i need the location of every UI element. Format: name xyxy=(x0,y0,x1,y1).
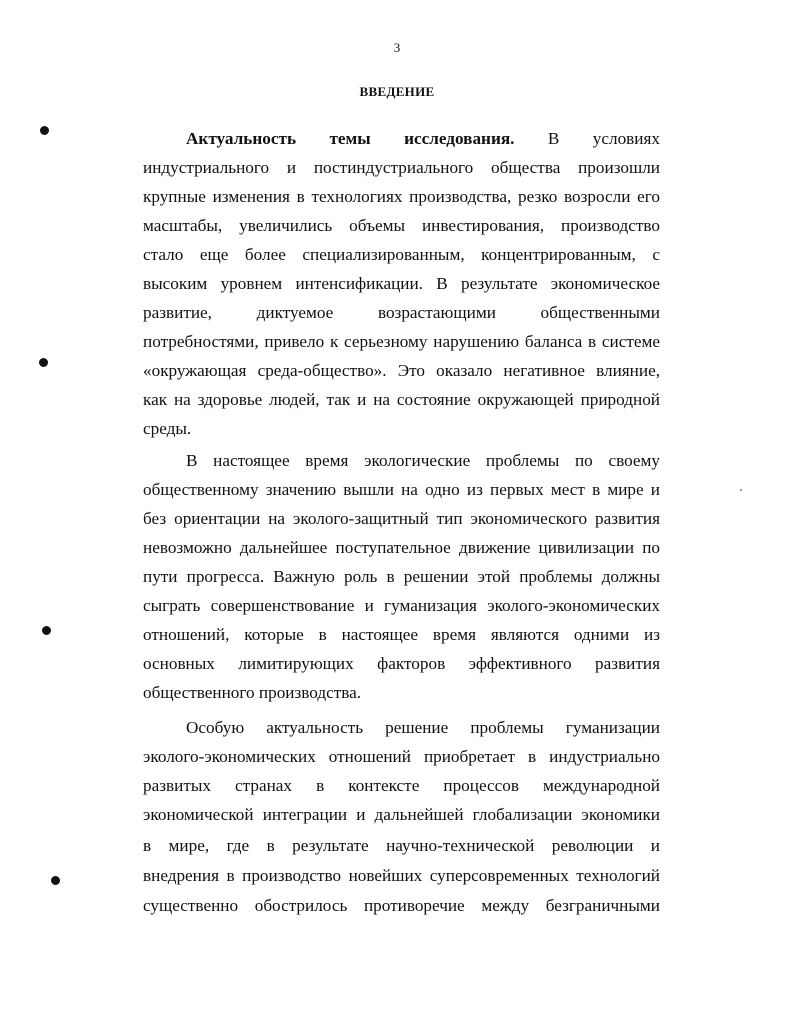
paragraph-1-line-3: крупные изменения в технологиях производства, резко возросли его xyxy=(143,187,660,206)
section-heading: ВВЕДЕНИЕ xyxy=(359,84,435,99)
binder-hole-mark xyxy=(51,876,60,885)
paragraph-3-line-1: Особую актуальность решение проблемы гуманизации xyxy=(186,718,660,737)
paragraph-1-line-10: как на здоровье людей, так и на состояние окружающей природной xyxy=(143,390,660,409)
paragraph-1-line-9: «окружающая среда-общество». Это оказало негативное влияние, xyxy=(143,361,660,380)
paragraph-1-line-7: развитие, диктуемое возрастающими общественными xyxy=(143,303,660,322)
line-text: В условиях xyxy=(547,129,660,148)
paragraph-2-line-8: основных лимитирующих факторов эффективного развития xyxy=(143,654,660,673)
paragraph-2-line-5: пути прогресса. Важную роль в решении этой проблемы должны xyxy=(143,567,660,586)
paragraph-3-line-5: в мире, где в результате научно-технической революции и xyxy=(143,836,660,855)
paragraph-3-line-4: экономической интеграции и дальнейшей глобализации экономики xyxy=(143,805,660,824)
paragraph-3-line-2: эколого-экономических отношений приобретает в индустриально xyxy=(143,747,660,766)
page-number: 3 xyxy=(393,40,401,55)
paragraph-3-line-3: развитых странах в контексте процессов международной xyxy=(143,776,660,795)
topic-relevance-lead: Актуальность темы исследования. xyxy=(186,129,515,148)
paragraph-1-line-8: потребностями, привело к серьезному нарушению баланса в системе xyxy=(143,332,660,351)
paragraph-1-line-4: масштабы, увеличились объемы инвестирования, производство xyxy=(143,216,660,235)
binder-hole-mark xyxy=(39,358,48,367)
paragraph-3-line-6: внедрения в производство новейших суперсовременных технологий xyxy=(143,866,660,885)
paragraph-2-line-3: без ориентации на эколого-защитный тип экономического развития xyxy=(143,509,660,528)
paragraph-2-line-1: В настоящее время экологические проблемы по своему xyxy=(186,451,660,470)
paragraph-3-line-7: существенно обострилось противоречие между безграничными xyxy=(143,896,660,915)
paragraph-1-line-1 xyxy=(186,129,660,149)
paragraph-2-line-7: отношений, которые в настоящее время являются одними из xyxy=(143,625,660,644)
paragraph-2-line-9: общественного производства. xyxy=(143,683,362,702)
paragraph-1-line-6: высоким уровнем интенсификации. В результате экономическое xyxy=(143,274,660,293)
paragraph-2-line-4: невозможно дальнейшее поступательное движение цивилизации по xyxy=(143,538,660,557)
paragraph-1-line-11: среды. xyxy=(143,419,192,438)
binder-hole-mark xyxy=(40,126,49,135)
scan-speck xyxy=(740,489,742,491)
paragraph-2-line-6: сыграть совершенствование и гуманизация эколого-экономических xyxy=(143,596,660,615)
binder-hole-mark xyxy=(42,626,51,635)
paragraph-1-line-2: индустриального и постиндустриального общества произошли xyxy=(143,158,660,177)
paragraph-2-line-2: общественному значению вышли на одно из первых мест в мире и xyxy=(143,480,660,499)
paragraph-1-line-5: стало еще более специализированным, концентрированным, с xyxy=(143,245,660,264)
